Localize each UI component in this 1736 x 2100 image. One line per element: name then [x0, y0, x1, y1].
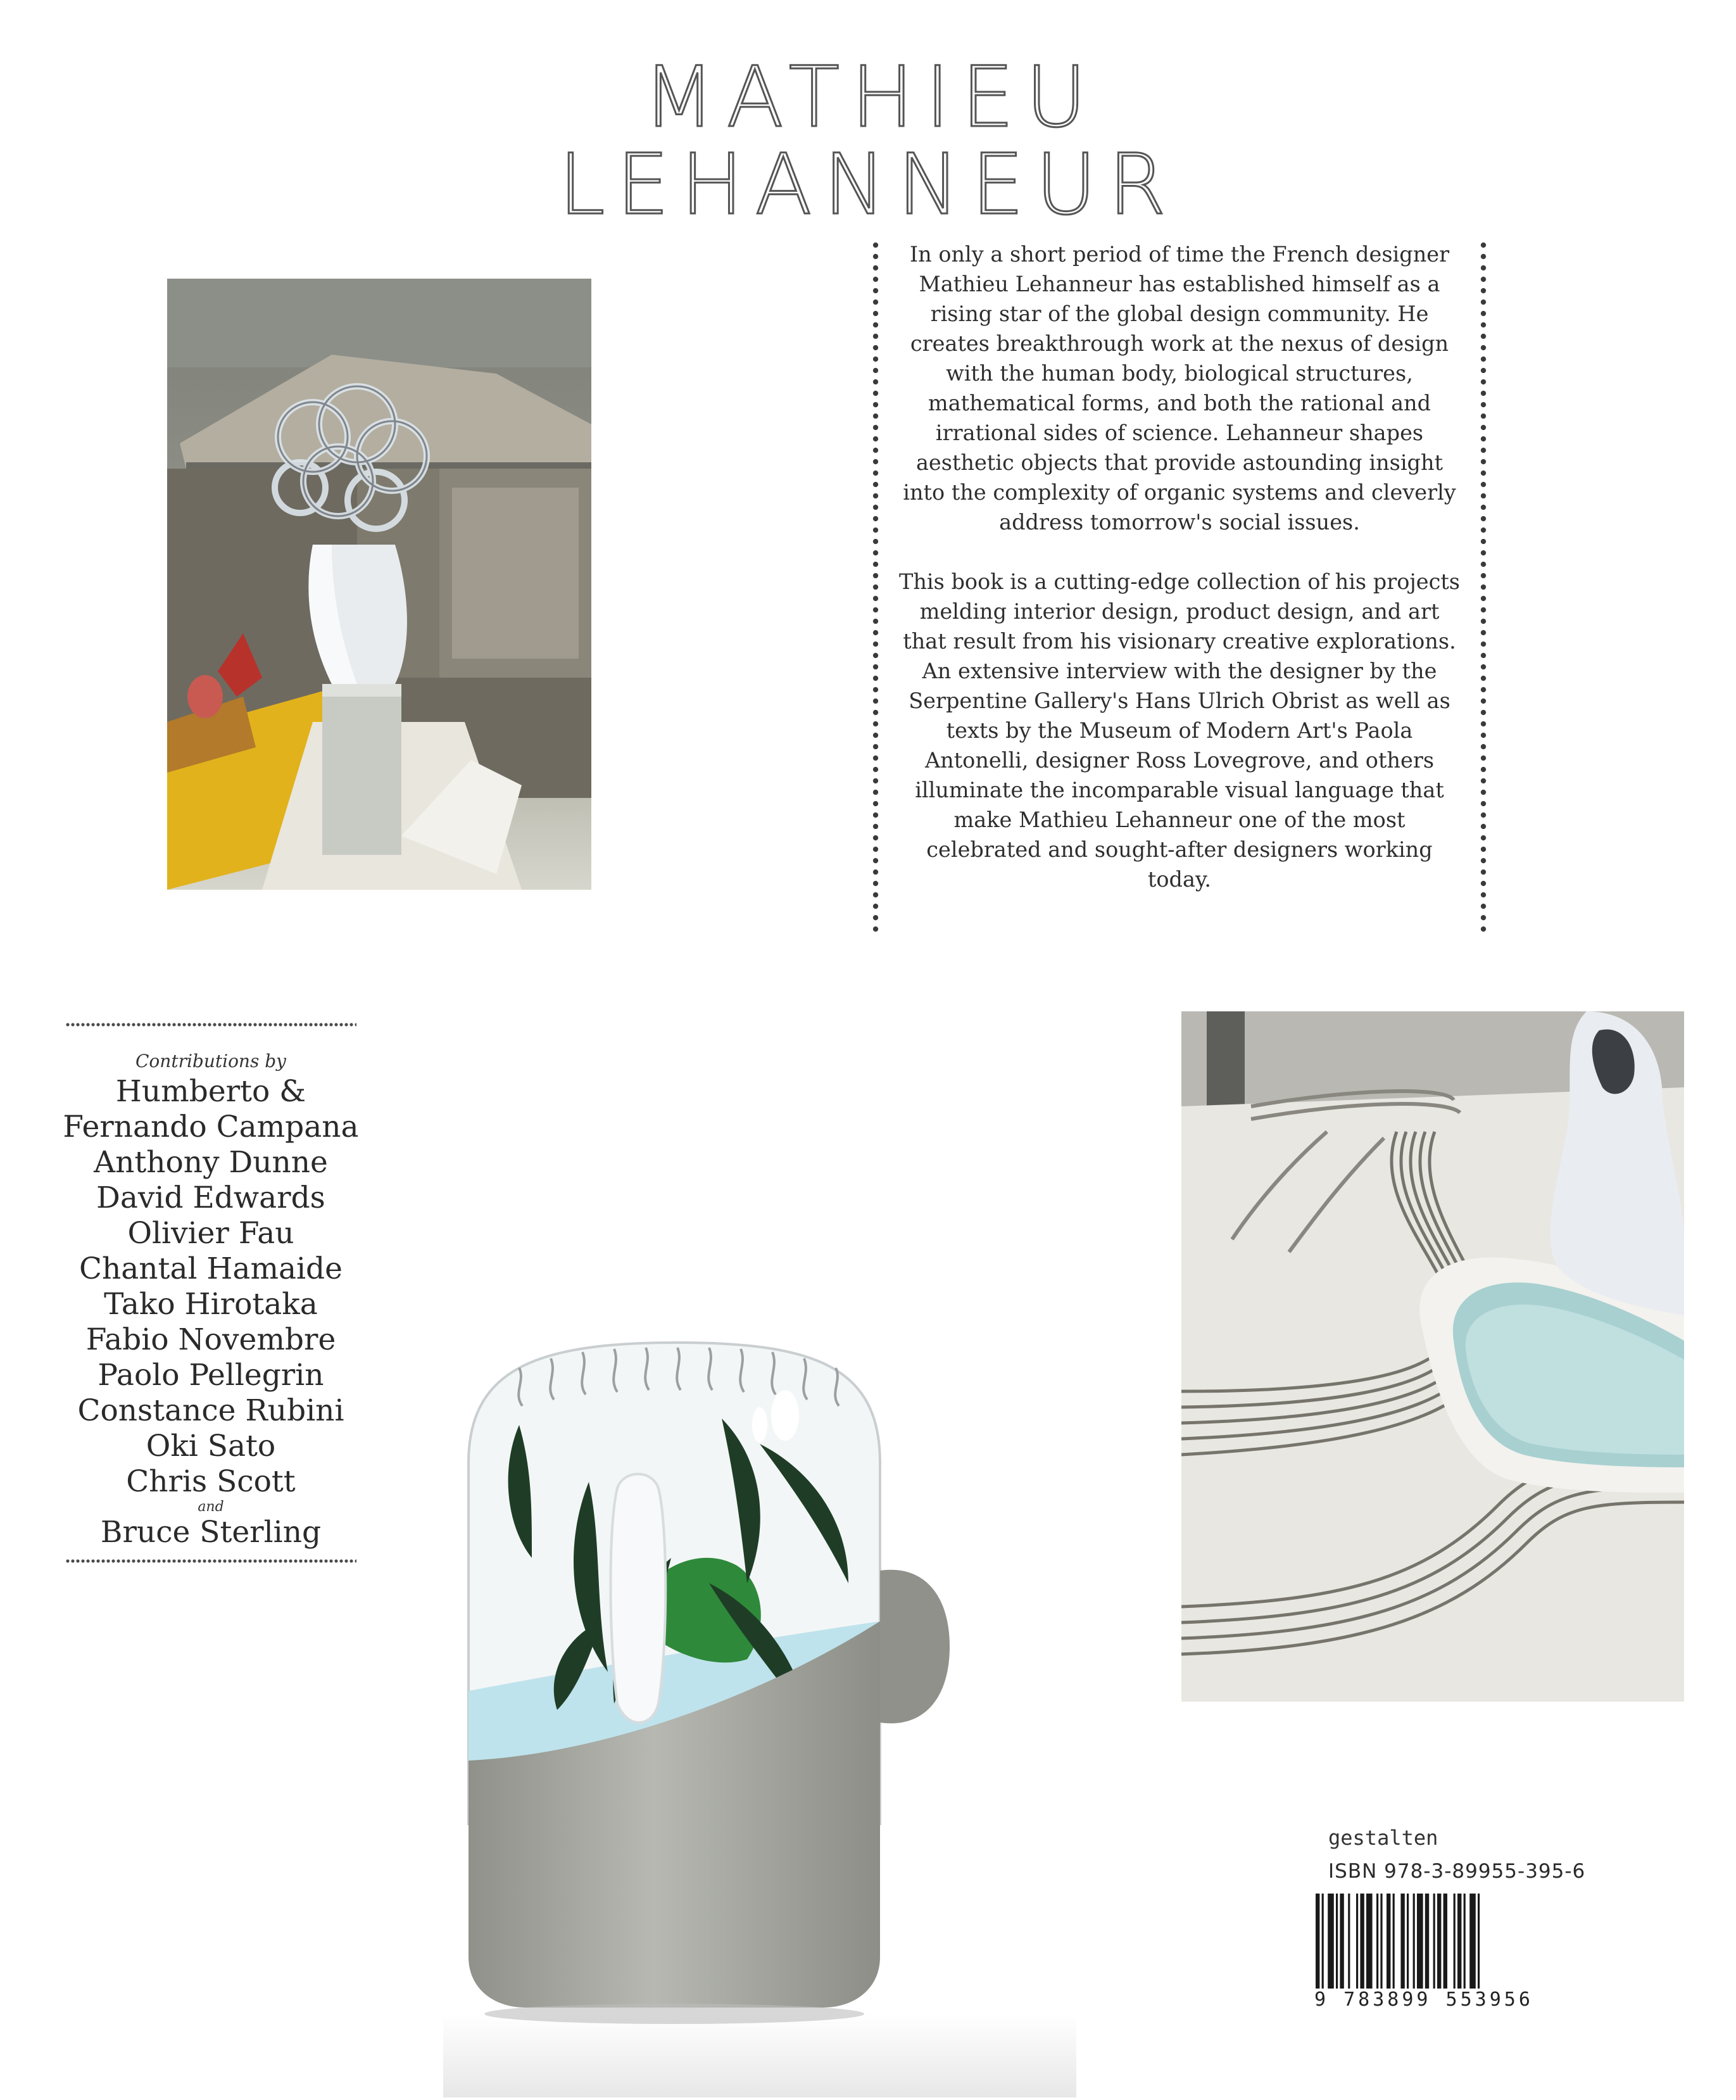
contributor-name: Constance Rubini — [77, 1393, 344, 1428]
contributor-name: Anthony Dunne — [94, 1145, 328, 1180]
contributor-name-last: Bruce Sterling — [100, 1515, 322, 1550]
dotted-border-left — [872, 239, 879, 936]
barcode-stripe — [1356, 1894, 1358, 1989]
isbn-label: ISBN 978-3-89955-395-6 — [1328, 1860, 1586, 1883]
contributor-name: Olivier Fau — [127, 1216, 294, 1251]
barcode-stripe — [1457, 1894, 1461, 1989]
barcode-stripe — [1328, 1894, 1334, 1989]
contributor-name: Chris Scott — [126, 1464, 296, 1499]
barcode-stripe — [1469, 1894, 1476, 1989]
barcode-stripe — [1417, 1894, 1423, 1989]
contributors-conjunction: and — [198, 1499, 224, 1515]
barcode-stripe — [1340, 1894, 1343, 1989]
book-title — [0, 49, 1736, 234]
barcode-stripe — [1348, 1894, 1350, 1989]
title-line-2: LEHANNEUR — [558, 136, 1178, 234]
contributor-name: Chantal Hamaide — [79, 1251, 343, 1286]
barcode-number: 9 783899 553956 — [1314, 1989, 1568, 2011]
contributors-list — [56, 1023, 366, 1563]
barcode-stripe — [1454, 1894, 1456, 1989]
barcode-stripe — [1387, 1894, 1390, 1989]
description-box — [872, 239, 1487, 936]
description-text — [898, 239, 1461, 924]
contributor-name: Fernando Campana — [63, 1110, 359, 1144]
barcode-stripe — [1393, 1894, 1395, 1989]
publisher-logo: gestalten — [1328, 1826, 1438, 1850]
barcode-stripe — [1336, 1894, 1338, 1989]
barcode-stripe — [1425, 1894, 1429, 1989]
contributor-name: Tako Hirotaka — [104, 1287, 318, 1322]
barcode-stripe — [1376, 1894, 1378, 1989]
dotted-rule-bottom — [65, 1559, 356, 1563]
dotted-rule-top — [65, 1023, 356, 1027]
barcode-stripe — [1407, 1894, 1409, 1989]
description-paragraph-1: In only a short period of time the French designer Mathieu Lehanneur has established himself as a rising star of the global design community. He creates breakthrough work at the nexus of design with the human body, biological structures, mathematical forms, and both the rational and irrational sides of science. Lehanneur shapes aesthetic objects that provide astounding insight into the complexity of organic systems and cleverly address tomorrow's social issues. — [903, 242, 1456, 534]
barcode-stripe — [1360, 1894, 1364, 1989]
contributor-name: Fabio Novembre — [85, 1322, 336, 1357]
barcode-stripe — [1433, 1894, 1435, 1989]
barcode-stripe — [1413, 1894, 1415, 1989]
pool-installation-photo — [1181, 1011, 1684, 1702]
barcode-stripe — [1437, 1894, 1441, 1989]
barcode-stripe — [1380, 1894, 1382, 1989]
contributor-name: David Edwards — [96, 1180, 325, 1215]
title-line-1: MATHIEU — [643, 49, 1098, 146]
air-purifier-product-photo — [443, 1317, 1076, 2097]
dotted-border-right — [1480, 239, 1487, 936]
barcode-stripe — [1444, 1894, 1447, 1989]
contributor-name: Oki Sato — [146, 1429, 276, 1464]
contributor-name: Humberto & — [115, 1074, 306, 1109]
description-paragraph-2: This book is a cutting-edge collection of his projects melding interior design, product design, and art that result from his visionary creative explorations. An extensive interview with the designer by the Serpentine Gallery's Hans Ulrich Obrist as well as texts by the Museum of Modern Art's Paola Antonelli, designer Ross Lovegrove, and others illuminate the incomparable visual language that make Mathieu Lehanneur one of the most celebrated and sought-after designers working today. — [899, 569, 1460, 892]
barcode-stripe — [1366, 1894, 1373, 1989]
contributor-name: Paolo Pellegrin — [97, 1358, 324, 1393]
barcode-stripe — [1464, 1894, 1466, 1989]
barcode-stripe — [1400, 1894, 1404, 1989]
contributors-heading: Contributions by — [135, 1051, 286, 1072]
glass-sculpture-photo — [167, 279, 591, 890]
